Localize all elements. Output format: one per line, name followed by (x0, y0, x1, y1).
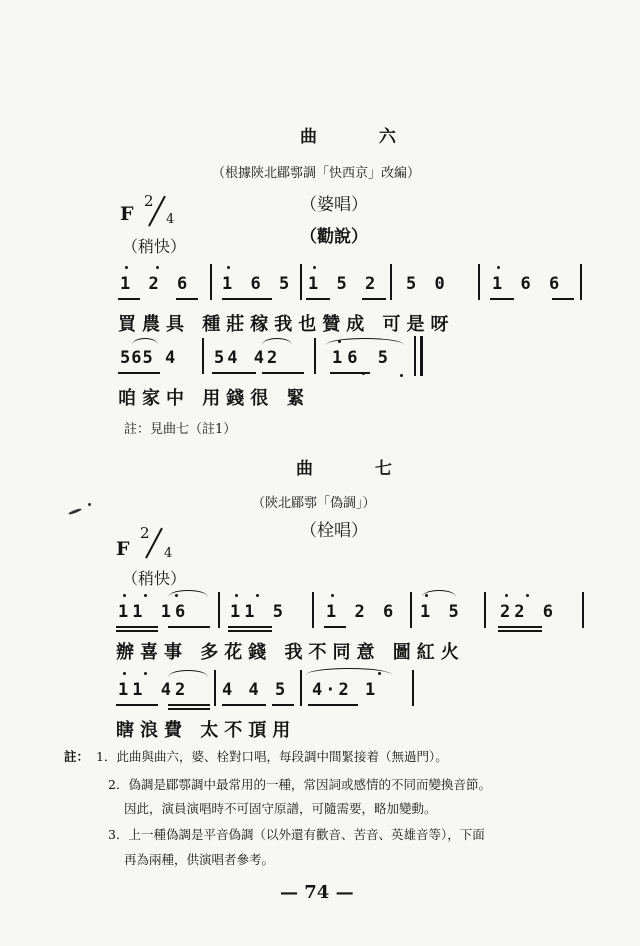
underline-beam (490, 298, 514, 300)
underline-beam (168, 626, 210, 628)
underline-beam (362, 298, 386, 300)
role-indicator-qu7: （栓唱） (300, 521, 368, 541)
measure-5: 1 6 6 (492, 274, 564, 294)
section-title-qu6: 曲 六 (300, 127, 424, 147)
note-3a: 3．上一種偽調是平音偽調（以外還有歡音、苦音、英雄音等），下面 (108, 827, 485, 842)
section-subtitle-qu6: （根據陝北郿鄠調「快西京」改編） (212, 166, 421, 181)
low-octave-dot (400, 374, 403, 377)
high-octave-dot (175, 594, 178, 597)
note-3b: 再為兩種，供演唱者參考。 (124, 852, 275, 867)
tempo-marking-qu6: （稍快） (122, 237, 187, 256)
underline-beam (118, 298, 140, 300)
underline-beam (116, 704, 158, 706)
high-octave-dot (505, 594, 508, 597)
barline (414, 336, 416, 376)
underline-beam (222, 704, 266, 706)
high-octave-dot (526, 594, 529, 597)
note-2b: 因此，演員演唱時不可固守原譜，可隨需要，略加變動。 (124, 801, 437, 816)
measure-5: 22 6 (500, 602, 557, 622)
barline (300, 670, 302, 706)
underline-beam (330, 372, 370, 374)
barline (484, 592, 486, 628)
ink-speck (68, 508, 82, 516)
delivery-indicator-qu6: （勸說） (300, 227, 368, 247)
barline (478, 264, 480, 300)
high-octave-dot (235, 594, 238, 597)
underline-beam (498, 630, 542, 632)
barline (210, 264, 212, 300)
measure-4: 1 5 (420, 602, 463, 622)
page-number: — 74 — (280, 882, 354, 903)
final-barline (420, 336, 423, 376)
note-1: 1．此曲與曲六，婆、栓對口唱，每段調中間緊接着（無過門）。 (96, 749, 448, 764)
underline-beam (168, 708, 210, 710)
high-octave-dot (123, 594, 126, 597)
high-octave-dot (256, 594, 259, 597)
lyrics-line: 咱家中 用錢很 緊 (118, 388, 311, 409)
measure-2: 1 6 5 (222, 274, 294, 294)
key-signature-qu7: F (116, 538, 130, 560)
slur (262, 338, 292, 345)
underline-beam (228, 626, 272, 628)
high-octave-dot (331, 594, 334, 597)
high-octave-dot (125, 266, 128, 269)
barline (314, 338, 316, 374)
note-2a: 2．偽調是郿鄠調中最常用的一種，常因詞或感情的不同而變換音節。 (108, 777, 491, 792)
high-octave-dot (156, 266, 159, 269)
underline-beam (176, 298, 198, 300)
time-signature-bottom-qu7: 4 (164, 546, 173, 561)
role-indicator-qu6: （婆唱） (300, 195, 368, 215)
barline (580, 264, 582, 300)
high-octave-dot (144, 672, 147, 675)
barline (202, 338, 204, 374)
time-signature-top-qu7: 2 (140, 524, 150, 542)
measure-3: 1 2 6 (326, 602, 398, 622)
measure-3: 1 5 2 (308, 274, 380, 294)
high-octave-dot (313, 266, 316, 269)
underline-beam (308, 704, 358, 706)
barline (300, 264, 302, 300)
barline (390, 264, 392, 300)
slur (168, 590, 208, 597)
underline-beam (212, 372, 256, 374)
section-subtitle-qu7: （陝北郿鄠「偽調」） (252, 496, 376, 511)
barline (312, 592, 314, 628)
underline-beam (324, 626, 346, 628)
underline-beam (222, 298, 272, 300)
tempo-marking-qu7: （稍快） (122, 569, 187, 588)
measure-1: 11 16 (118, 602, 190, 622)
high-octave-dot (144, 594, 147, 597)
measure-1: 565 4 (120, 348, 177, 368)
barline (218, 592, 220, 628)
lyrics-line: 辦喜事 多花錢 我不同意 圖紅火 (116, 642, 465, 663)
high-octave-dot (425, 594, 428, 597)
slur (132, 338, 158, 345)
measure-3: 16 5 (332, 348, 393, 368)
underline-beam (118, 372, 160, 374)
underline-beam (272, 704, 294, 706)
barline (412, 670, 414, 706)
notes-label: 註： (64, 749, 90, 764)
high-octave-dot (123, 672, 126, 675)
high-octave-dot (338, 340, 341, 343)
measure-2: 4 4 5 (222, 680, 289, 700)
high-octave-dot (497, 266, 500, 269)
measure-3: 4·2 1 (312, 680, 379, 700)
measure-4: 5 0 (406, 274, 449, 294)
ink-speck (88, 503, 91, 506)
lyrics-line: 瞎浪費 太不頂用 (116, 720, 297, 741)
high-octave-dot (378, 672, 381, 675)
underline-beam (228, 630, 272, 632)
lyrics-line: 買農具 種莊稼我也贊成 可是呀 (118, 314, 455, 335)
underline-beam (116, 626, 158, 628)
measure-1: 1 2 6 (120, 274, 192, 294)
barline (410, 592, 412, 628)
time-signature-bottom-qu6: 4 (166, 212, 175, 227)
time-signature-top-qu6: 2 (144, 192, 154, 210)
footnote-qu6: 註：見曲七（註1） (124, 422, 237, 437)
underline-beam (262, 372, 304, 374)
measure-2: 11 5 (230, 602, 287, 622)
section-title-qu7: 曲 七 (296, 459, 420, 479)
underline-beam (116, 630, 158, 632)
key-signature-qu6: F (120, 203, 134, 225)
measure-2: 54 42 (214, 348, 281, 368)
underline-beam (498, 626, 542, 628)
barline (214, 670, 216, 706)
measure-1: 11 42 (118, 680, 190, 700)
barline (582, 592, 584, 628)
underline-beam (552, 298, 574, 300)
high-octave-dot (227, 266, 230, 269)
underline-beam (306, 298, 330, 300)
slur (168, 670, 208, 677)
underline-beam (168, 704, 210, 706)
